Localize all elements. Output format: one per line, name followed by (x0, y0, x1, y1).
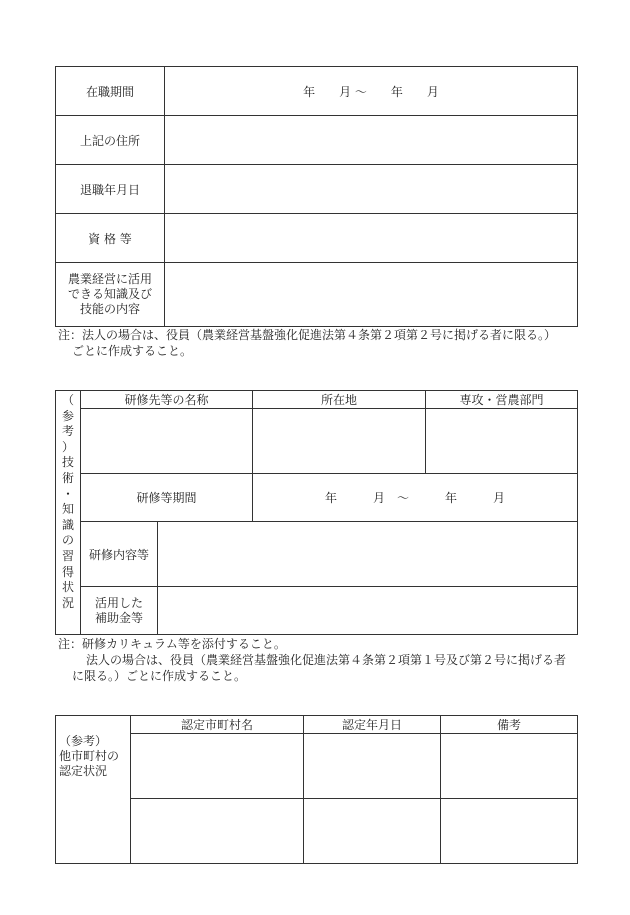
training-period-value: 年 月 ～ 年 月 (253, 474, 578, 522)
other-municipality-label-line: （参考） (59, 734, 108, 748)
retirement-date-value[interactable] (165, 165, 578, 214)
note-1-line: 注：法人の場合は、役員（農業経営基盤強化促進法第４条第２項第２号に掲げる者に限る。） (58, 328, 557, 342)
vertical-char: （ (61, 393, 74, 407)
remarks-cell[interactable] (441, 734, 578, 799)
municipality-cell[interactable] (131, 734, 304, 799)
employment-period-label: 在職期間 (56, 67, 165, 116)
vertical-char: 識 (61, 517, 74, 532)
subsidy-label-line: 活用した (94, 595, 143, 610)
skills-label-line: 農業経営に活用 (67, 272, 152, 286)
training-content-label: 研修内容等 (81, 522, 158, 587)
skills-label-line: できる知識及び (67, 287, 152, 301)
municipality-cell[interactable] (131, 799, 304, 864)
employment-table (55, 66, 578, 327)
date-cell[interactable] (304, 799, 441, 864)
note-1 (58, 327, 556, 359)
municipality-header: 認定市町村名 (131, 716, 304, 734)
vertical-char: ・ (61, 486, 74, 501)
training-name-header: 研修先等の名称 (81, 391, 253, 409)
skills-value[interactable] (165, 263, 578, 327)
other-municipality-table (55, 715, 578, 864)
training-major-header: 専攻・営農部門 (426, 391, 578, 409)
remarks-cell[interactable] (441, 799, 578, 864)
retirement-date-label: 退職年月日 (56, 165, 165, 214)
training-major-cell[interactable] (426, 409, 578, 474)
address-label: 上記の住所 (56, 116, 165, 165)
remarks-header: 備考 (441, 716, 578, 734)
training-period-label: 研修等期間 (81, 474, 253, 522)
address-value[interactable] (165, 116, 578, 165)
other-municipality-label-line: 他市町村の (59, 749, 120, 763)
skills-label (56, 263, 165, 327)
skills-label-line: 技能の内容 (79, 302, 140, 316)
training-vertical-label (56, 391, 81, 635)
subsidy-label-line: 補助金等 (94, 610, 143, 625)
training-content-cell[interactable] (158, 522, 578, 587)
qualifications-label: 資 格 等 (56, 214, 165, 263)
vertical-char: 技 (61, 455, 74, 470)
vertical-char: 術 (61, 470, 74, 485)
training-location-header: 所在地 (253, 391, 426, 409)
other-municipality-label-line: 認定状況 (59, 764, 108, 778)
vertical-char: 知 (61, 502, 74, 517)
note-2 (58, 636, 566, 684)
training-location-cell[interactable] (253, 409, 426, 474)
vertical-char: ） (61, 439, 74, 454)
training-name-cell[interactable] (81, 409, 253, 474)
note-1-line: ごとに作成すること。 (72, 344, 193, 358)
vertical-char: 習 (61, 548, 74, 563)
note-2-line: に限る。）ごとに作成すること。 (72, 669, 247, 683)
date-header: 認定年月日 (304, 716, 441, 734)
subsidy-cell[interactable] (158, 587, 578, 635)
training-table (55, 390, 578, 635)
vertical-char: 況 (61, 595, 74, 610)
vertical-char: 参 (61, 408, 74, 423)
other-municipality-label (56, 716, 131, 864)
vertical-char: の (61, 533, 74, 548)
note-2-line: 注：研修カリキュラム等を添付すること。 (58, 637, 286, 651)
vertical-char: 考 (61, 424, 74, 439)
qualifications-value[interactable] (165, 214, 578, 263)
vertical-char: 状 (61, 580, 74, 595)
vertical-char: 得 (61, 564, 74, 579)
employment-period-value: 年 月 ～ 年 月 (165, 67, 578, 116)
note-2-line: 法人の場合は、役員（農業経営基盤強化促進法第４条第２項第１号及び第２号に掲げる者 (86, 653, 567, 667)
subsidy-label (81, 587, 158, 635)
date-cell[interactable] (304, 734, 441, 799)
